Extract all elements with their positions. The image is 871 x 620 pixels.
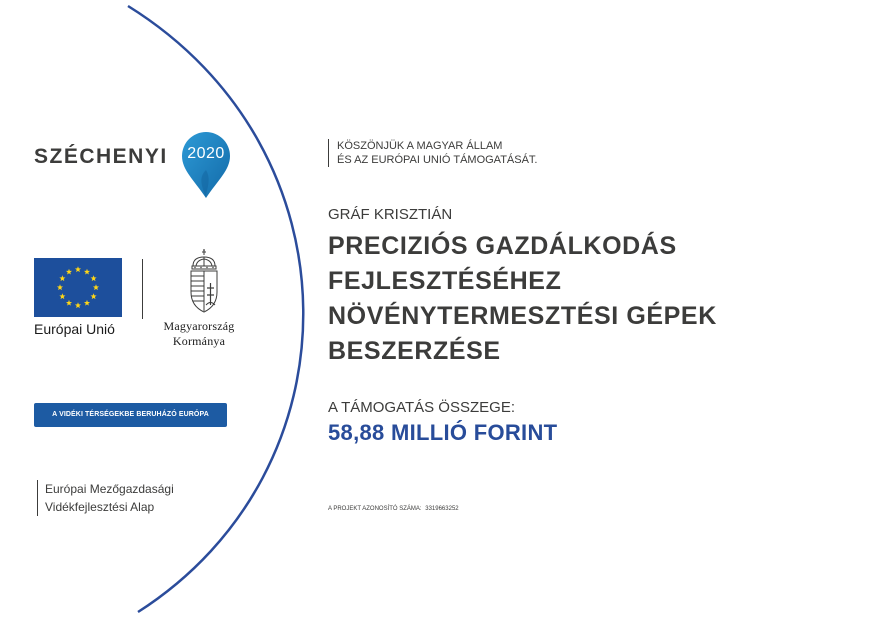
government-label-line2: Kormánya (172, 334, 226, 348)
beneficiary-name: GRÁF KRISZTIÁN (328, 206, 453, 223)
eu-label: Európai Unió (34, 321, 115, 337)
project-title-line: NÖVÉNYTERMESZTÉSI GÉPEK (328, 302, 717, 330)
project-title-line: BESZERZÉSE (328, 337, 501, 365)
eafrd-badge: A VIDÉKI TÉRSÉGEKBE BERUHÁZÓ EURÓPA (34, 403, 227, 427)
thanks-line1: KÖSZÖNJÜK A MAGYAR ÁLLAM (337, 140, 503, 152)
project-id-value: 3319663252 (425, 506, 459, 512)
support-amount-label: A TÁMOGATÁS ÖSSZEGE: (328, 399, 515, 416)
government-logo (152, 248, 246, 349)
szechenyi-year: 2020 (187, 145, 225, 162)
fund-name-line2: Vidékfejlesztési Alap (45, 500, 155, 514)
thanks-line2: ÉS AZ EURÓPAI UNIÓ TÁMOGATÁSÁT. (337, 154, 538, 166)
project-title-line: PRECIZIÓS GAZDÁLKODÁS (328, 232, 677, 260)
fund-name (37, 480, 174, 516)
map-pin-icon (180, 130, 232, 200)
support-amount-value: 58,88 MILLIÓ FORINT (328, 420, 558, 445)
thanks-note (328, 139, 537, 167)
logo-divider (142, 259, 143, 319)
project-id-label: A PROJEKT AZONOSÍTÓ SZÁMA: (328, 506, 422, 512)
szechenyi-2020-logo (34, 130, 244, 200)
hungarian-coat-of-arms-icon (185, 248, 223, 316)
project-title (328, 229, 717, 369)
eu-logo (34, 258, 122, 337)
government-label-line1: Magyarország (163, 319, 235, 333)
government-label (152, 319, 246, 349)
szechenyi-wordmark: SZÉCHENYI (34, 145, 168, 168)
project-id (328, 506, 459, 512)
eu-flag-icon (34, 258, 122, 317)
project-title-line: FEJLESZTÉSÉHEZ (328, 267, 562, 295)
fund-name-line1: Európai Mezőgazdasági (45, 482, 174, 496)
